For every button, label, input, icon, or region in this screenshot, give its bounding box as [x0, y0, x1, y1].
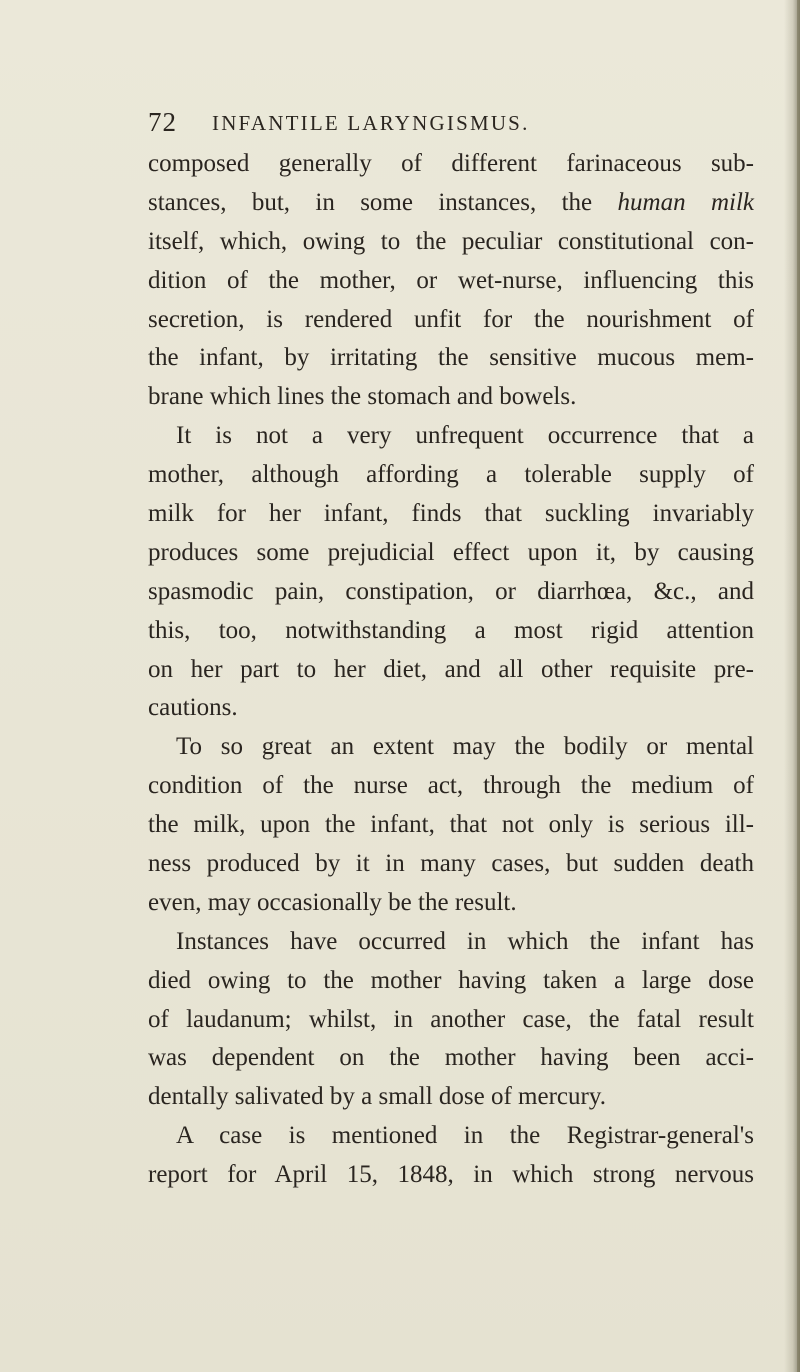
text-line: milk for her infant, finds that suckling invariably: [148, 500, 754, 528]
text-line: of laudanum; whilst, in another case, the fatal result: [148, 1005, 754, 1033]
text-line: died owing to the mother having taken a large dose: [148, 966, 754, 994]
text-line: A case is mentioned in the Registrar-general's: [176, 1122, 754, 1150]
text-line: composed generally of different farinaceous sub-: [148, 150, 754, 177]
text-line: report for April 15, 1848, in which strong nervous: [148, 1161, 754, 1189]
running-title: INFANTILE LARYNGISMUS.: [212, 111, 530, 135]
text-line: dition of the mother, or wet-nurse, influencing this: [148, 266, 754, 294]
text-line: brane which lines the stomach and bowels.: [148, 383, 577, 411]
text-line: the milk, upon the infant, that not only is serious ill-: [148, 811, 754, 839]
text-line: the infant, by irritating the sensitive mucous mem-: [148, 344, 754, 372]
text-line: dentally salivated by a small dose of mercury.: [148, 1083, 606, 1111]
text-line: was dependent on the mother having been acci-: [148, 1044, 754, 1072]
text-line: To so great an extent may the bodily or mental: [176, 733, 754, 761]
text-line: ness produced by it in many cases, but sudden death: [148, 850, 754, 878]
body-text: [148, 145, 754, 1195]
text-line: condition of the nurse act, through the medium of: [148, 772, 754, 800]
page-header: [148, 101, 748, 141]
text-line: this, too, notwithstanding a most rigid attention: [148, 616, 754, 644]
text-line: spasmodic pain, constipation, or diarrhœa, &c., and: [148, 577, 754, 605]
text-line: stances, but, in some instances, the human milk: [148, 188, 754, 216]
text-line: Instances have occurred in which the infant has: [176, 927, 754, 955]
italic-phrase: human milk: [617, 188, 754, 216]
text-line: on her part to her diet, and all other requisite pre-: [148, 655, 754, 683]
text-line: even, may occasionally be the result.: [148, 888, 517, 916]
page-number: 72: [148, 107, 177, 137]
text-line: It is not a very unfrequent occurrence that a: [176, 422, 754, 450]
text-line: secretion, is rendered unfit for the nourishment of: [148, 305, 754, 333]
text-line: itself, which, owing to the peculiar constitutional con-: [148, 227, 754, 255]
text-line: produces some prejudicial effect upon it, by causing: [148, 538, 754, 566]
text-line: mother, although affording a tolerable supply of: [148, 461, 754, 489]
text-line: cautions.: [148, 694, 238, 722]
